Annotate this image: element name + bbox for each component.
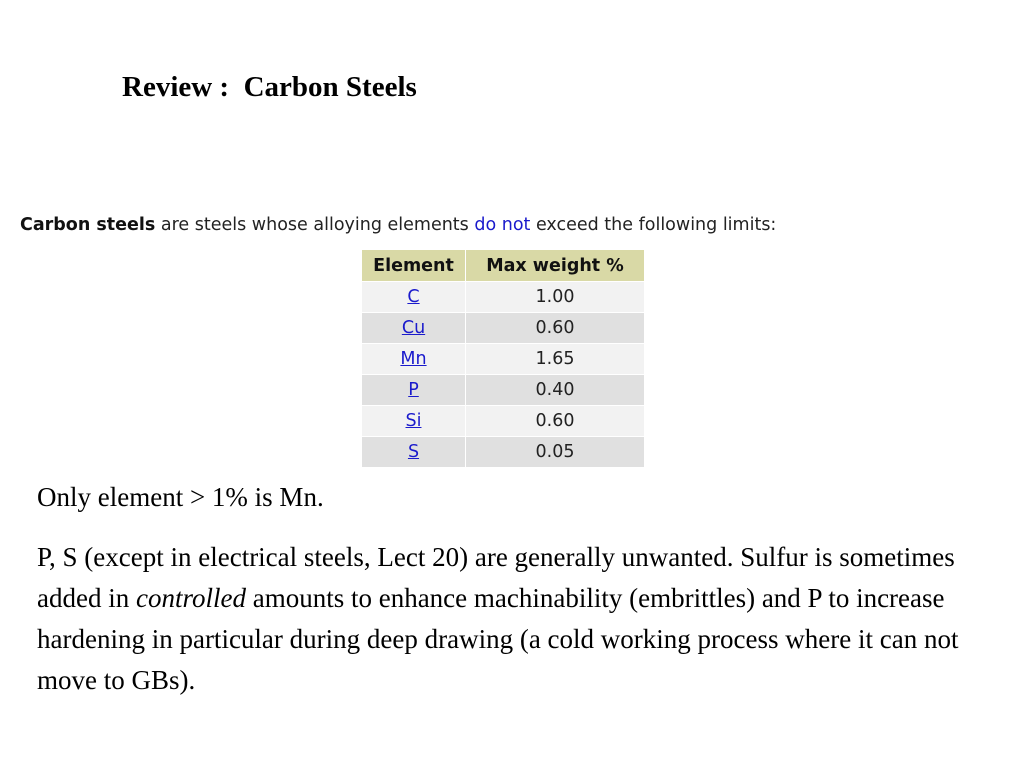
intro-text-2: exceed the following limits: [530, 215, 777, 235]
value-cell: 0.60 [466, 313, 645, 344]
paragraph-mn-note: Only element > 1% is Mn. [37, 482, 324, 512]
paragraph-ps-text-b: amounts to enhance machinability (embrittles) and P to increase hardening in particular during deep drawing (a cold working process where it can not move to GBs). [37, 583, 959, 695]
value-cell: 0.40 [466, 375, 645, 406]
paragraph-ps-note [37, 537, 997, 701]
intro-highlight: do not [474, 215, 531, 235]
element-cell [362, 344, 466, 375]
value-cell: 0.60 [466, 406, 645, 437]
paragraph-ps-emphasis: controlled [135, 583, 246, 613]
intro-bold: Carbon steels [20, 215, 156, 235]
element-link-cu[interactable]: Cu [401, 318, 426, 338]
element-link-si[interactable]: Si [405, 411, 422, 431]
table-row [362, 344, 645, 375]
slide-title: Review : Carbon Steels [122, 71, 417, 103]
element-link-mn[interactable]: Mn [400, 349, 427, 369]
table-header-row [362, 250, 645, 282]
element-cell [362, 282, 466, 313]
element-limits-table [361, 249, 645, 468]
intro-text [20, 212, 776, 238]
header-element: Element [362, 250, 466, 282]
table-row [362, 437, 645, 468]
element-link-s[interactable]: S [407, 442, 420, 462]
table-row [362, 282, 645, 313]
intro-text-1: are steels whose alloying elements [155, 215, 475, 235]
value-cell: 0.05 [466, 437, 645, 468]
header-max-weight: Max weight % [466, 250, 645, 282]
element-cell [362, 437, 466, 468]
element-cell [362, 313, 466, 344]
value-cell: 1.00 [466, 282, 645, 313]
element-link-c[interactable]: C [407, 287, 420, 307]
paragraph-ps-text-a: P, S (except in electrical steels, Lect 20) are generally unwanted. Sulfur is sometimes added in [37, 542, 955, 613]
table-row [362, 375, 645, 406]
element-link-p[interactable]: P [408, 380, 419, 400]
element-cell [362, 375, 466, 406]
table-row [362, 313, 645, 344]
table-row [362, 406, 645, 437]
value-cell: 1.65 [466, 344, 645, 375]
element-cell [362, 406, 466, 437]
